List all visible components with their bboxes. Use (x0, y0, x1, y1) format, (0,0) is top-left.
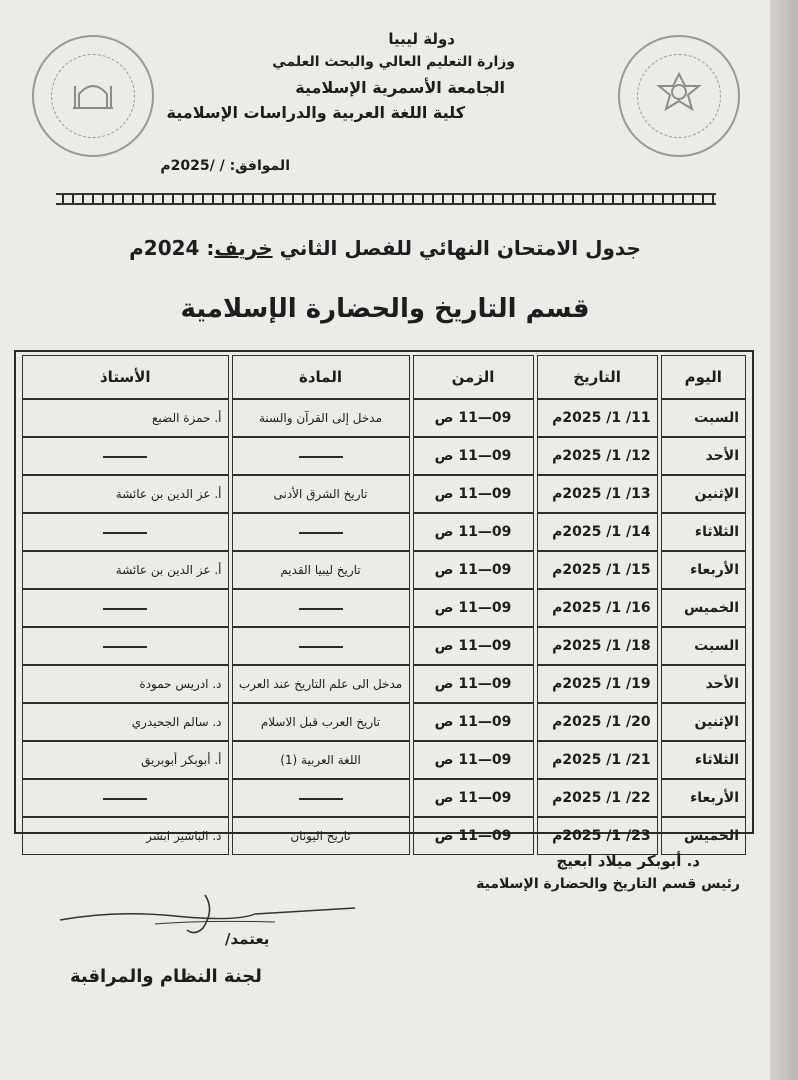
table-row (22, 817, 746, 855)
table-header-row (22, 355, 746, 399)
cell-day: السبت (661, 399, 746, 437)
cell-professor (22, 779, 229, 817)
cell-date: 11/ 1/ 2025م (537, 399, 658, 437)
cell-time: 09—11 ص (413, 741, 534, 779)
header-date: التاريخ (537, 355, 658, 399)
cell-subject (232, 779, 410, 817)
cell-time: 09—11 ص (413, 437, 534, 475)
ornamental-divider (56, 193, 716, 205)
cell-subject: تاريخ اليونان (232, 817, 410, 855)
cell-subject: اللغة العربية (1) (232, 741, 410, 779)
department-title: قسم التاريخ والحضارة الإسلامية (180, 294, 590, 324)
cell-date: 18/ 1/ 2025م (537, 627, 658, 665)
cell-time: 09—11 ص (413, 817, 534, 855)
cell-time: 09—11 ص (413, 589, 534, 627)
cell-day: الثلاثاء (661, 513, 746, 551)
empty-dash (103, 532, 147, 534)
table-row (22, 779, 746, 817)
cell-date: 19/ 1/ 2025م (537, 665, 658, 703)
cell-time: 09—11 ص (413, 779, 534, 817)
table-row (22, 627, 746, 665)
cell-subject (232, 627, 410, 665)
cell-day: الإثنين (661, 703, 746, 741)
cell-subject: مدخل الى علم التاريخ عند العرب (232, 665, 410, 703)
table-row (22, 475, 746, 513)
empty-dash (103, 798, 147, 800)
cell-date: 22/ 1/ 2025م (537, 779, 658, 817)
header-subject: المادة (232, 355, 410, 399)
cell-subject (232, 437, 410, 475)
handwritten-signature (55, 890, 385, 940)
cell-date: 21/ 1/ 2025م (537, 741, 658, 779)
letterhead (166, 30, 515, 122)
cell-time: 09—11 ص (413, 551, 534, 589)
table-row (22, 665, 746, 703)
university-name: الجامعة الأسمرية الإسلامية (295, 78, 505, 97)
cell-day: الأربعاء (661, 779, 746, 817)
approval-label: يعتمد/ (225, 930, 270, 948)
empty-dash (103, 608, 147, 610)
header-professor: الأستاذ (22, 355, 229, 399)
cell-day: الأربعاء (661, 551, 746, 589)
table-row (22, 551, 746, 589)
cell-subject: تاريخ ليبيا القديم (232, 551, 410, 589)
cell-time: 09—11 ص (413, 399, 534, 437)
cell-professor: أ. أبوبكر أبوبريق (22, 741, 229, 779)
cell-time: 09—11 ص (413, 665, 534, 703)
cell-subject (232, 513, 410, 551)
cell-date: 15/ 1/ 2025م (537, 551, 658, 589)
empty-dash (299, 456, 343, 458)
dome-emblem-icon (651, 68, 707, 124)
cell-day: الأحد (661, 665, 746, 703)
table-row (22, 589, 746, 627)
exam-schedule-table (14, 350, 754, 844)
cell-professor: أ. عز الدين بن عائشة (22, 551, 229, 589)
cell-day: الأحد (661, 437, 746, 475)
table-row (22, 437, 746, 475)
table-row (22, 513, 746, 551)
empty-dash (299, 798, 343, 800)
cell-time: 09—11 ص (413, 627, 534, 665)
cell-time: 09—11 ص (413, 703, 534, 741)
cell-time: 09—11 ص (413, 513, 534, 551)
empty-dash (103, 646, 147, 648)
cell-date: 12/ 1/ 2025م (537, 437, 658, 475)
cell-day: السبت (661, 627, 746, 665)
empty-dash (103, 456, 147, 458)
cell-subject: تاريخ العرب قبل الاسلام (232, 703, 410, 741)
cell-professor (22, 437, 229, 475)
cell-subject: مدخل إلى القرآن والسنة (232, 399, 410, 437)
cell-professor (22, 513, 229, 551)
cell-professor (22, 627, 229, 665)
empty-dash (299, 646, 343, 648)
committee-name: لجنة النظام والمراقبة (70, 966, 262, 987)
cell-date: 13/ 1/ 2025م (537, 475, 658, 513)
cell-date: 16/ 1/ 2025م (537, 589, 658, 627)
department-head-name: د. أبوبكر ميلاد ابعيج (556, 852, 700, 870)
cell-subject (232, 589, 410, 627)
cell-day: الإثنين (661, 475, 746, 513)
cell-professor (22, 589, 229, 627)
page-edge (770, 0, 798, 1080)
cell-professor: د. سالم الجحيدري (22, 703, 229, 741)
empty-dash (299, 608, 343, 610)
cell-time: 09—11 ص (413, 475, 534, 513)
cell-date: 23/ 1/ 2025م (537, 817, 658, 855)
schedule-title-term: خريف (214, 236, 273, 260)
mosque-icon (65, 68, 121, 124)
cell-professor: أ. عز الدين بن عائشة (22, 475, 229, 513)
university-logo (618, 35, 740, 157)
state-name: دولة ليبيا (388, 30, 455, 48)
cell-subject: تاريخ الشرق الأدنى (232, 475, 410, 513)
college-name: كلية اللغة العربية والدراسات الإسلامية (166, 103, 465, 122)
empty-dash (299, 532, 343, 534)
cell-date: 20/ 1/ 2025م (537, 703, 658, 741)
schedule-title-prefix: جدول الامتحان النهائي للفصل الثاني (279, 236, 641, 260)
cell-day: الخميس (661, 589, 746, 627)
cell-date: 14/ 1/ 2025م (537, 513, 658, 551)
ministry-name: وزارة التعليم العالي والبحث العلمي (272, 54, 515, 70)
schedule-title (0, 236, 770, 260)
table-row (22, 399, 746, 437)
table-row (22, 703, 746, 741)
header-time: الزمن (413, 355, 534, 399)
schedule-title-year: : 2024م (129, 236, 215, 260)
department-head-title: رئيس قسم التاريخ والحضارة الإسلامية (476, 876, 740, 892)
document-date: الموافق: / /2025م (160, 158, 290, 174)
table-row (22, 741, 746, 779)
college-seal-stamp (32, 35, 154, 157)
cell-professor: د. الباشير ابشر (22, 817, 229, 855)
cell-day: الثلاثاء (661, 741, 746, 779)
cell-professor: د. ادريس حمودة (22, 665, 229, 703)
cell-professor: أ. حمزة الضبع (22, 399, 229, 437)
cell-day: الخميس (661, 817, 746, 855)
header-day: اليوم (661, 355, 746, 399)
